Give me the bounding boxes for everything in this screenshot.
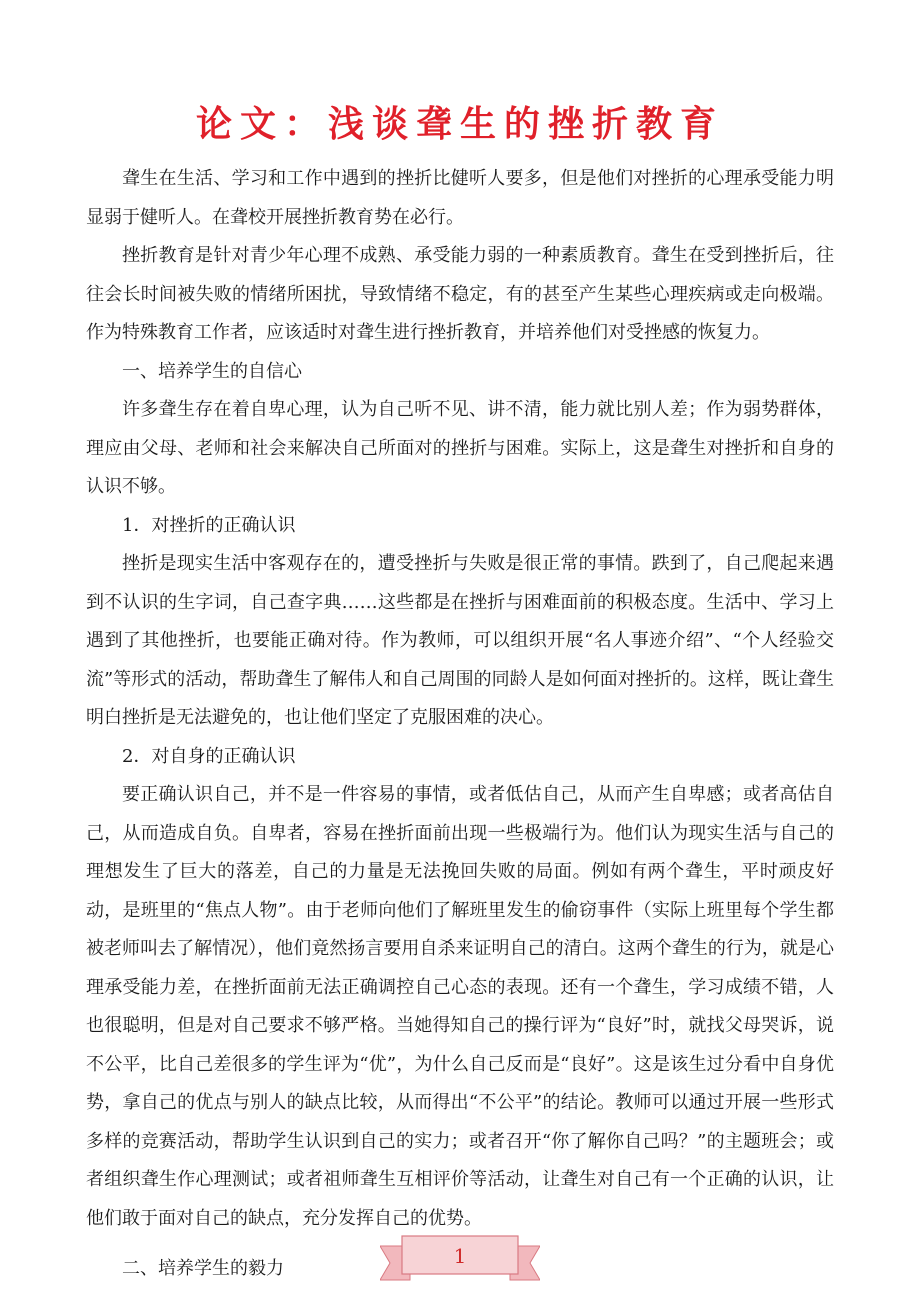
section-heading-1: 一、培养学生的自信心 <box>122 360 302 382</box>
page-number: 1 <box>453 1244 467 1268</box>
paragraph-subsection-2: 要正确认识自己，并不是一件容易的事情，或者低估自己，从而产生自卑感；或者高估自己，从而造成自负。自卑者，容易在挫折面前出现一些极端行为。他们认为现实生活与自己的理想发生了巨大的落差，自己的力量是无法挽回失败的局面。例如有两个聋生，平时顽皮好动，是班里的“焦点人物”。由于老师向他们了解班里发生的偷窃事件（实际上班里每个学生都被老师叫去了解情况），他们竟然扬言要用自杀来证明自己的清白。这两个聋生的行为，就是心理承受能力差，在挫折面前无法正确调控自己心态的表现。还有一个聋生，学习成绩不错，人也很聪明，但是对自己要求不够严格。当她得知自己的操行评为“良好”时，就找父母哭诉，说不公平，比自己差很多的学生评为“优”，为什么自己反而是“良好”。这是该生过分看中自身优势，拿自己的优点与别人的缺点比较，从而得出“不公平”的结论。教师可以通过开展一些形式多样的竞赛活动，帮助学生认识到自己的实力；或者召开“你了解你自己吗？”的主题班会；或者组织聋生作心理测试；或者祖师聋生互相评价等活动，让聋生对自己有一个正确的认识，让他们敢于面对自己的缺点，充分发挥自己的优势。 <box>86 784 834 1229</box>
subheading-1: 1．对挫折的正确认识 <box>122 514 296 536</box>
document-body <box>86 160 834 1289</box>
paragraph-subsection-1: 挫折是现实生活中客观存在的，遭受挫折与失败是很正常的事情。跌到了，自己爬起来遇到不认识的生字词，自己查字典……这些都是在挫折与困难面前的积极态度。生活中、学习上遇到了其他挫折，也要能正确对待。作为教师，可以组织开展“名人事迹介绍”、“个人经验交流”等形式的活动，帮助聋生了解伟人和自己周围的同龄人是如何面对挫折的。这样，既让聋生明白挫折是无法避免的，也让他们坚定了克服困难的决心。 <box>86 553 834 728</box>
document-title: 论文：浅谈聋生的挫折教育 <box>195 104 724 145</box>
section-heading-2: 二、培养学生的毅力 <box>122 1258 284 1279</box>
subheading-2: 2．对自身的正确认识 <box>122 745 296 767</box>
paragraph-intro-2: 挫折教育是针对青少年心理不成熟、承受能力弱的一种素质教育。聋生在受到挫折后，往往会长时间被失败的情绪所困扰，导致情绪不稳定，有的甚至产生某些心理疾病或走向极端。作为特殊教育工作者，应该适时对聋生进行挫折教育，并培养他们对受挫感的恢复力。 <box>86 245 834 343</box>
paragraph-section-1: 许多聋生存在着自卑心理，认为自己听不见、讲不清，能力就比别人差；作为弱势群体，理应由父母、老师和社会来解决自己所面对的挫折与困难。实际上，这是聋生对挫折和自身的认识不够。 <box>86 399 834 497</box>
page-number-ribbon <box>380 1232 540 1286</box>
paragraph-intro-1: 聋生在生活、学习和工作中遇到的挫折比健听人要多，但是他们对挫折的心理承受能力明显弱于健听人。在聋校开展挫折教育势在必行。 <box>86 168 834 228</box>
